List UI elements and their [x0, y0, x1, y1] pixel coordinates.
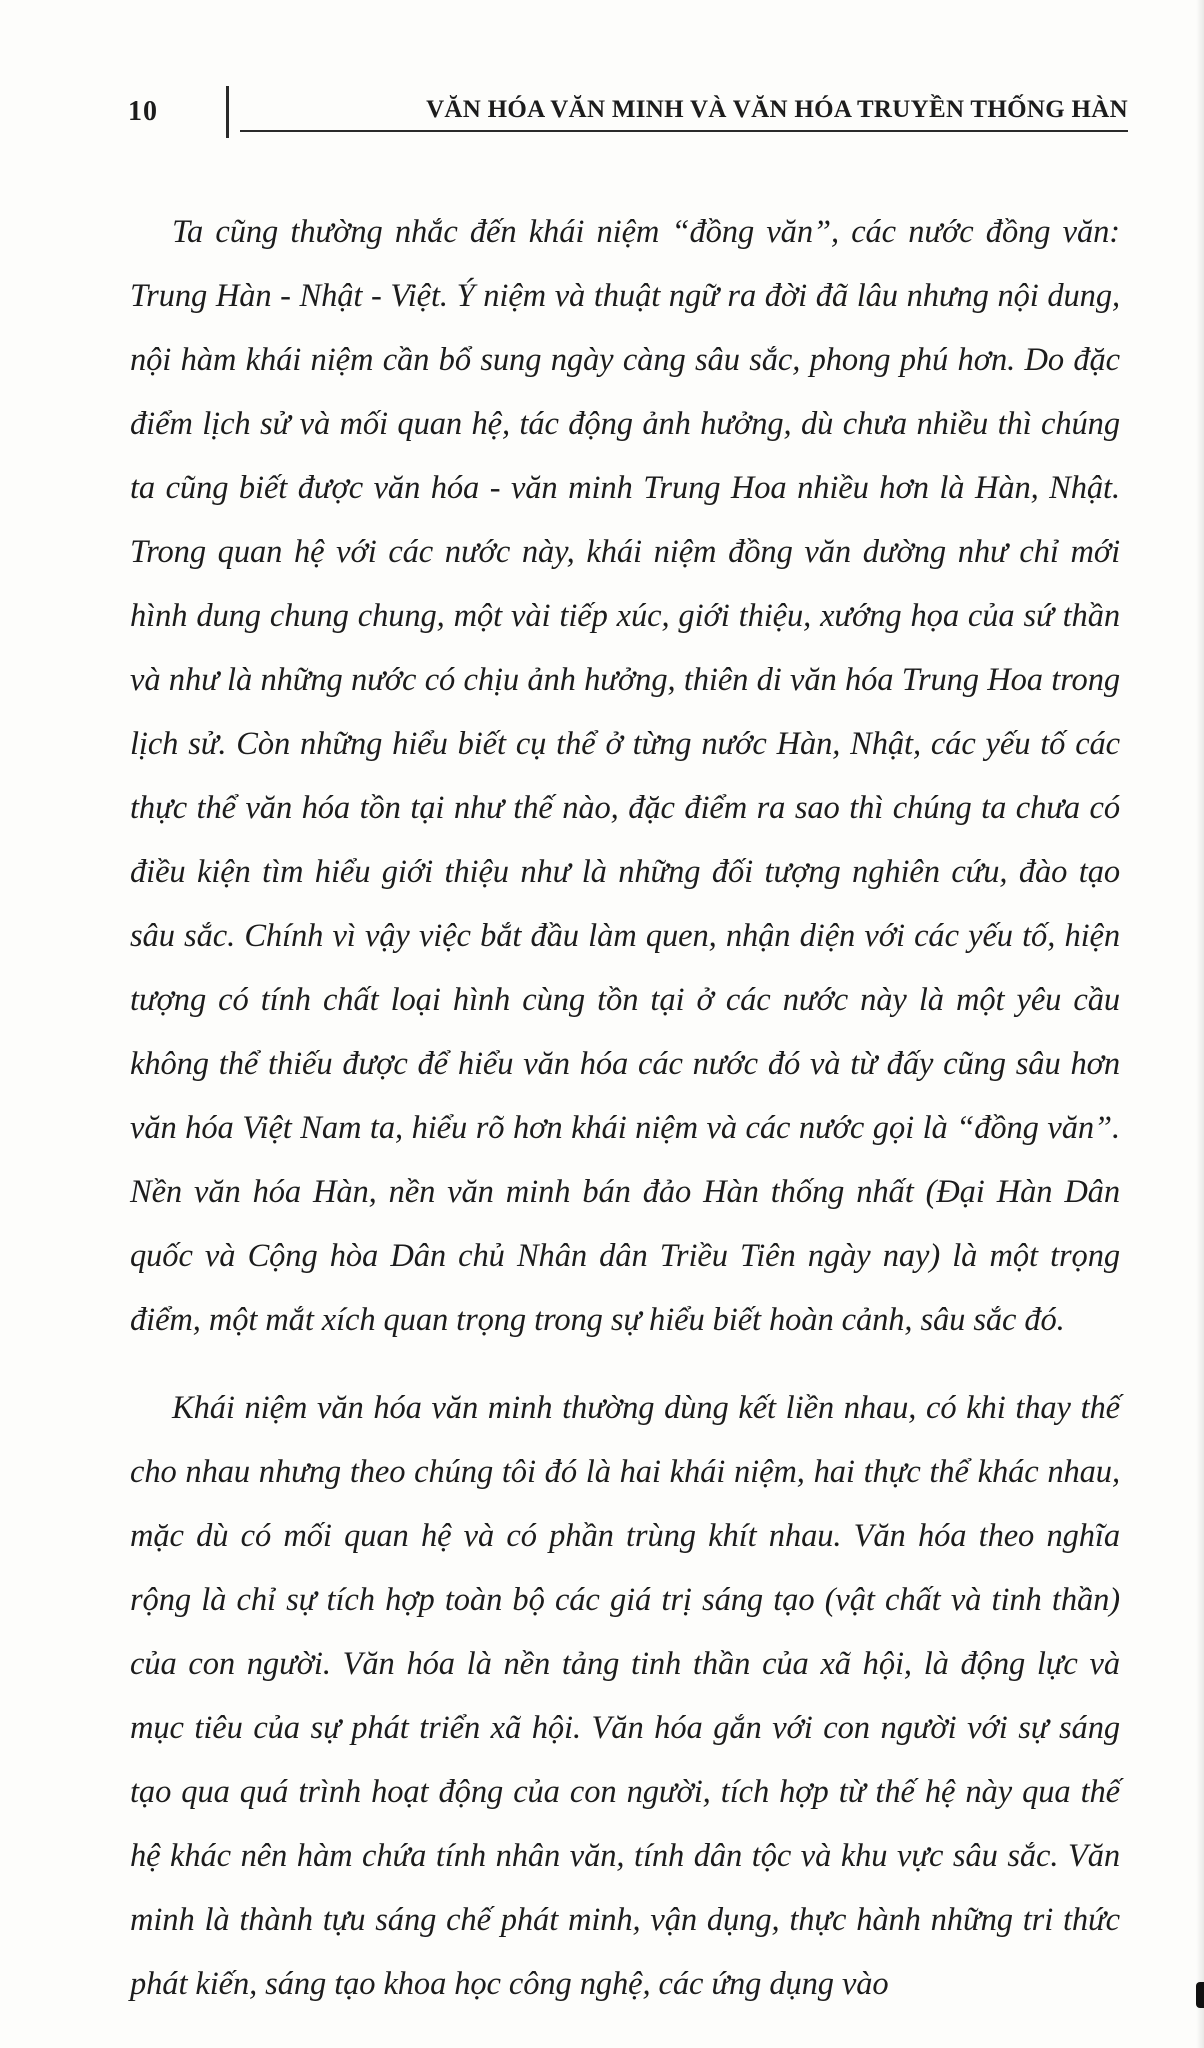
- running-title: VĂN HÓA VĂN MINH VÀ VĂN HÓA TRUYỀN THỐNG HÀN: [426, 96, 1128, 123]
- page-edge-mark: [1196, 1982, 1204, 2008]
- paragraph-2: Khái niệm văn hóa văn minh thường dùng kết liền nhau, có khi thay thế cho nhau nhưng theo chúng tôi đó là hai khái niệm, hai thực thể khác nhau, mặc dù có mối quan hệ và có phần trùng khít nhau. Văn hóa theo nghĩa rộng là chỉ sự tích hợp toàn bộ các giá trị sáng tạo (vật chất và tinh thần) của con người. Văn hóa là nền tảng tinh thần của xã hội, là động lực và mục tiêu của sự phát triển xã hội. Văn hóa gắn với con người với sự sáng tạo qua quá trình hoạt động của con người, tích hợp từ thế hệ này qua thế hệ khác nên hàm chứa tính nhân văn, tính dân tộc và khu vực sâu sắc. Văn minh là thành tựu sáng chế phát minh, vận dụng, thực hành những tri thức phát kiến, sáng tạo khoa học công nghệ, các ứng dụng vào: [130, 1390, 1120, 2002]
- page-number: 10: [128, 96, 158, 127]
- page-body: [130, 200, 1120, 2016]
- header-underline: [240, 130, 1128, 132]
- page-header: [128, 86, 1128, 142]
- paragraph-1: Ta cũng thường nhắc đến khái niệm “đồng văn”, các nước đồng văn: Trung Hàn - Nhật - Việt. Ý niệm và thuật ngữ ra đời đã lâu nhưng nội dung, nội hàm khái niệm cần bổ sung ngày càng sâu sắc, phong phú hơn. Do đặc điểm lịch sử và mối quan hệ, tác động ảnh hưởng, dù chưa nhiều thì chúng ta cũng biết được văn hóa - văn minh Trung Hoa nhiều hơn là Hàn, Nhật. Trong quan hệ với các nước này, khái niệm đồng văn dường như chỉ mới hình dung chung chung, một vài tiếp xúc, giới thiệu, xướng họa của sứ thần và như là những nước có chịu ảnh hưởng, thiên di văn hóa Trung Hoa trong lịch sử. Còn những hiểu biết cụ thể ở từng nước Hàn, Nhật, các yếu tố các thực thể văn hóa tồn tại như thế nào, đặc điểm ra sao thì chúng ta chưa có điều kiện tìm hiểu giới thiệu như là những đối tượng nghiên cứu, đào tạo sâu sắc. Chính vì vậy việc bắt đầu làm quen, nhận diện với các yếu tố, hiện tượng có tính chất loại hình cùng tồn tại ở các nước này là một yêu cầu không thể thiếu được để hiểu văn hóa các nước đó và từ đấy cũng sâu hơn văn hóa Việt Nam ta, hiểu rõ hơn khái niệm và các nước gọi là “đồng văn”. Nền văn hóa Hàn, nền văn minh bán đảo Hàn thống nhất (Đại Hàn Dân quốc và Cộng hòa Dân chủ Nhân dân Triều Tiên ngày nay) là một trọng điểm, một mắt xích quan trọng trong sự hiểu biết hoàn cảnh, sâu sắc đó.: [130, 214, 1120, 1338]
- page-edge-shadow: [1196, 0, 1204, 2048]
- header-vertical-rule: [226, 86, 229, 138]
